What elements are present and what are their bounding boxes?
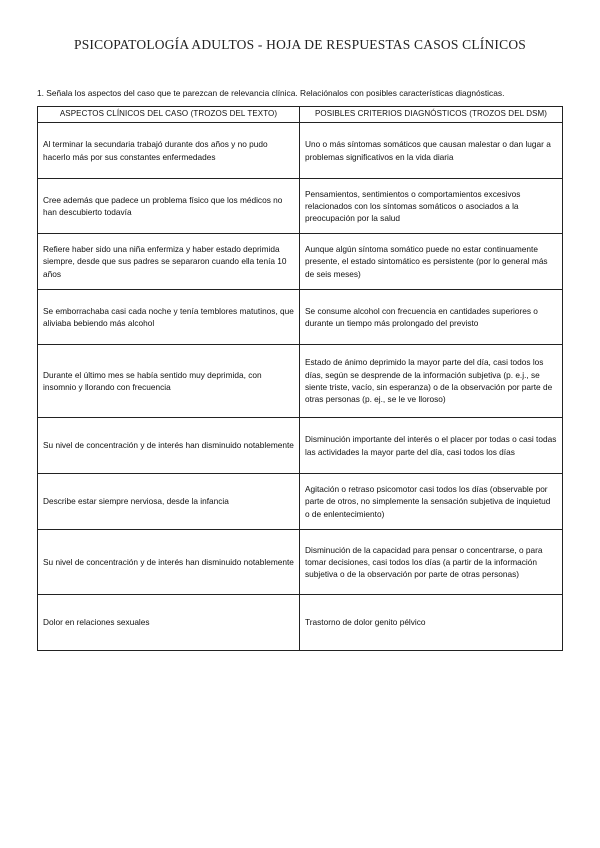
- aspect-cell: Su nivel de concentración y de interés han disminuido notablemente: [38, 530, 300, 595]
- table-row: [38, 123, 563, 179]
- aspect-cell: Cree además que padece un problema físico que los médicos no han descubierto todavía: [38, 179, 300, 234]
- page-title: PSICOPATOLOGÍA ADULTOS - HOJA DE RESPUESTAS CASOS CLÍNICOS: [74, 37, 526, 52]
- answers-table: [37, 106, 563, 651]
- aspect-cell: Al terminar la secundaria trabajó durante dos años y no pudo hacerlo más por sus constantes enfermedades: [38, 123, 300, 179]
- table-row: [38, 474, 563, 530]
- aspect-cell: Describe estar siempre nerviosa, desde la infancia: [38, 474, 300, 530]
- table-header-row: [38, 107, 563, 123]
- criterion-cell: Estado de ánimo deprimido la mayor parte del día, casi todos los días, según se desprende de la información subjetiva (p. e.j., se siente triste, vacío, sin esperanza) o de la observación por parte de otras personas (p. ej., se le ve lloroso): [300, 345, 563, 418]
- aspect-cell: Se emborrachaba casi cada noche y tenía temblores matutinos, que aliviaba bebiendo más alcohol: [38, 290, 300, 345]
- criterion-cell: Aunque algún síntoma somático puede no estar continuamente presente, el estado sintomático es persistente (por lo general más de seis meses): [300, 234, 563, 290]
- criterion-cell: Uno o más síntomas somáticos que causan malestar o dan lugar a problemas significativos en la vida diaria: [300, 123, 563, 179]
- question-text: 1. Señala los aspectos del caso que te parezcan de relevancia clínica. Relaciónalos con posibles características diagnósticas.: [37, 88, 505, 98]
- column-header-aspects: ASPECTOS CLÍNICOS DEL CASO (TROZOS DEL TEXTO): [38, 107, 300, 123]
- table-row: [38, 179, 563, 234]
- criterion-cell: Trastorno de dolor genito pélvico: [300, 595, 563, 651]
- table-row: [38, 345, 563, 418]
- table-row: [38, 290, 563, 345]
- aspect-cell: Refiere haber sido una niña enfermiza y haber estado deprimida siempre, desde que sus padres se separaron cuando ella tenía 10 años: [38, 234, 300, 290]
- table-row: [38, 234, 563, 290]
- column-header-criteria: POSIBLES CRITERIOS DIAGNÓSTICOS (TROZOS DEL DSM): [300, 107, 563, 123]
- table-row: [38, 418, 563, 474]
- criterion-cell: Disminución importante del interés o el placer por todas o casi todas las actividades la mayor parte del día, casi todos los días: [300, 418, 563, 474]
- criterion-cell: Se consume alcohol con frecuencia en cantidades superiores o durante un tiempo más prolongado del previsto: [300, 290, 563, 345]
- aspect-cell: Su nivel de concentración y de interés han disminuido notablemente: [38, 418, 300, 474]
- aspect-cell: Durante el último mes se había sentido muy deprimida, con insomnio y llorando con frecuencia: [38, 345, 300, 418]
- criterion-cell: Agitación o retraso psicomotor casi todos los días (observable por parte de otros, no simplemente la sensación subjetiva de inquietud o de enlentecimiento): [300, 474, 563, 530]
- criterion-cell: Disminución de la capacidad para pensar o concentrarse, o para tomar decisiones, casi todos los días (a partir de la información subjetiva o de la observación por parte de otras personas): [300, 530, 563, 595]
- aspect-cell: Dolor en relaciones sexuales: [38, 595, 300, 651]
- table-row: [38, 530, 563, 595]
- table-row: [38, 595, 563, 651]
- criterion-cell: Pensamientos, sentimientos o comportamientos excesivos relacionados con los síntomas somáticos o asociados a la preocupación por la salud: [300, 179, 563, 234]
